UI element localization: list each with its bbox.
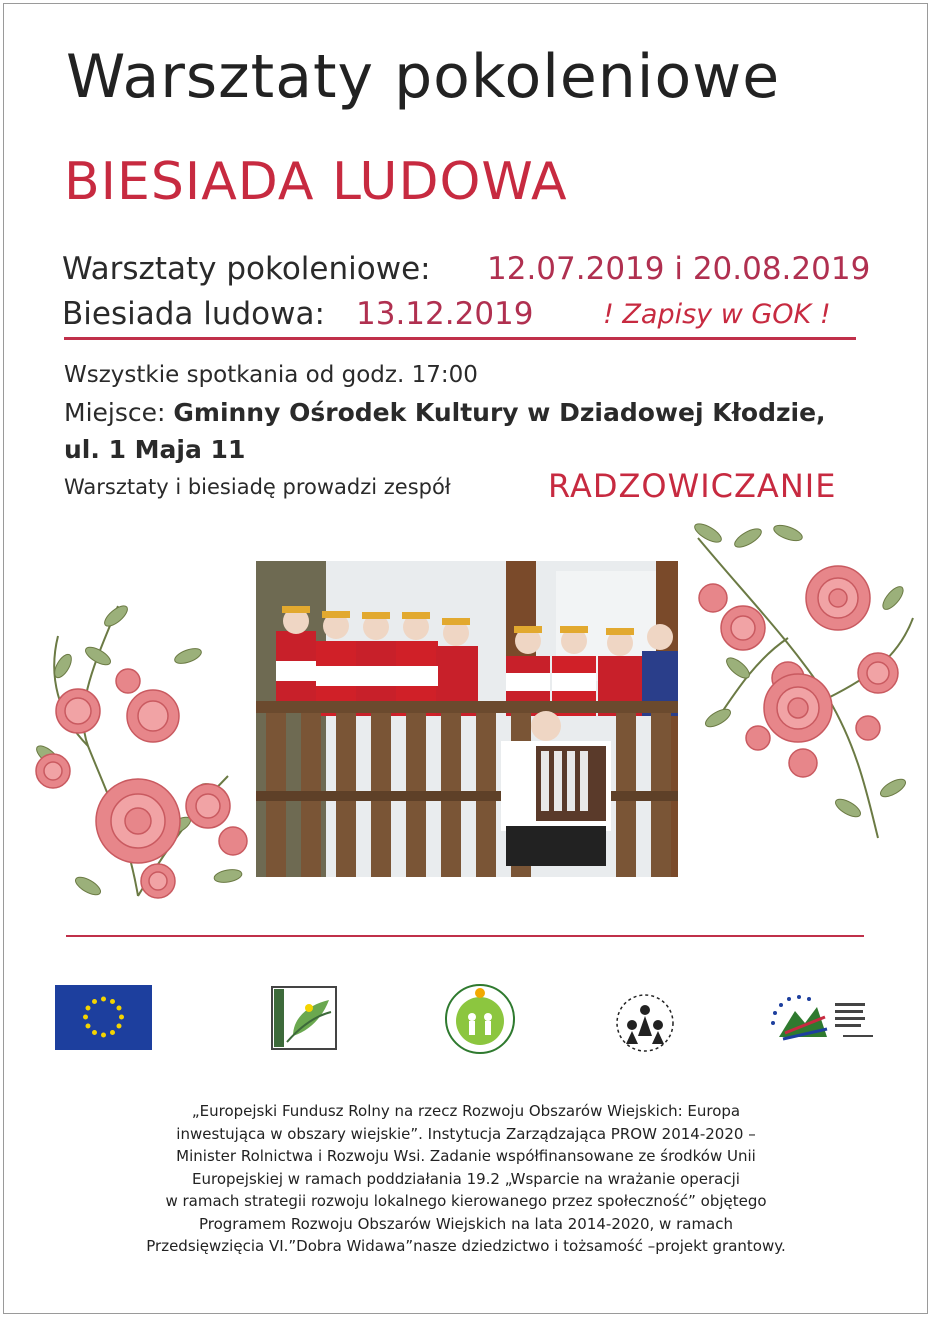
workshops-label: Warsztaty pokoleniowe:	[62, 251, 431, 287]
place-info	[64, 398, 826, 427]
prow-logo-icon	[765, 983, 875, 1045]
divider-bottom	[66, 935, 864, 937]
feast-date: 13.12.2019	[356, 296, 534, 332]
signup-note: ! Zapisy w GOK !	[603, 299, 831, 330]
footer-line: „Europejski Fundusz Rolny na rzecz Rozwoju Obszarów Wiejskich: Europa	[191, 1102, 741, 1120]
lgd-logo-icon	[444, 983, 516, 1055]
band-photo	[256, 561, 678, 877]
footer-line: Przedsięwzięcia VI.”Dobra Widawa”nasze dziedzictwo i tożsamość –projekt grantowy.	[146, 1237, 786, 1255]
footer-line: Programem Rozwoju Obszarów Wiejskich na lata 2014-2020, w ramach	[198, 1214, 734, 1233]
host-name: RADZOWICZANIE	[548, 467, 837, 505]
funding-footer	[60, 1100, 872, 1258]
place-label: Miejsce:	[64, 398, 174, 427]
footer-line: inwestująca w obszary wiejskie”. Instytucja Zarządzająca PROW 2014-2020 –	[176, 1124, 756, 1143]
divider-top	[64, 337, 856, 340]
right-flowers-illustration	[678, 518, 918, 848]
feast-label: Biesiada ludowa:	[62, 296, 325, 332]
address: ul. 1 Maja 11	[64, 435, 246, 464]
leader-logo-icon	[271, 986, 337, 1050]
partnership-logo-icon	[612, 990, 678, 1056]
left-flowers-illustration	[28, 596, 264, 906]
time-info: Wszystkie spotkania od godz. 17:00	[64, 362, 478, 388]
footer-line: Europejskiej w ramach poddziałania 19.2 „Wsparcie na wrażanie operacji	[192, 1169, 740, 1188]
footer-line: w ramach strategii rozwoju lokalnego kierowanego przez społeczność” objętego	[165, 1192, 767, 1210]
eu-flag-icon	[55, 985, 152, 1050]
page-subtitle: BIESIADA LUDOWA	[64, 152, 568, 212]
host-text: Warsztaty i biesiadę prowadzi zespół	[64, 475, 451, 499]
page-title: Warsztaty pokoleniowe	[66, 42, 781, 112]
footer-line: Minister Rolnictwa i Rozwoju Wsi. Zadanie współfinansowane ze środków Unii	[176, 1147, 756, 1165]
workshops-dates: 12.07.2019 i 20.08.2019	[487, 251, 871, 287]
place-name: Gminny Ośrodek Kultury w Dziadowej Kłodzie,	[173, 398, 826, 427]
